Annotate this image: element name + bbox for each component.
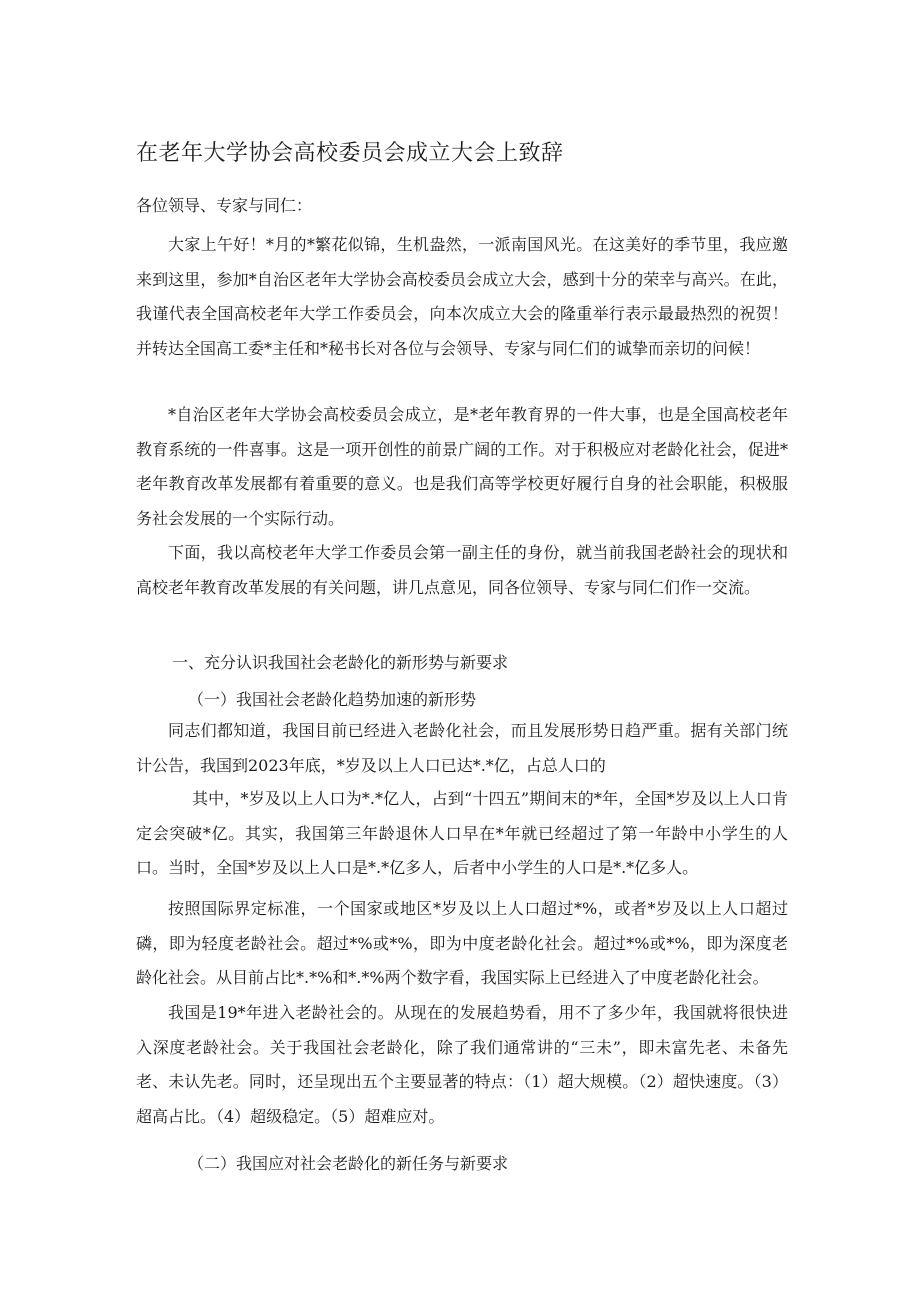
subsection-heading-2: （二）我国应对社会老龄化的新任务与新要求	[188, 1154, 509, 1173]
section-heading-1: 一、充分认识我国社会老龄化的新形势与新要求	[172, 653, 509, 672]
paragraph-opening: 大家上午好！*月的*繁花似锦，生机盎然，一派南国风光。在这美好的季节里，我应邀来到这里，参加*自治区老年大学协会高校委员会成立大会，感到十分的荣幸与高兴。在此，我谨代表全国高校老年大学工作委员会，向本次成立大会的隆重举行表示最最热烈的祝贺！并转达全国高工委*主任和*秘书长对各位与会领导、专家与同仁们的诚挚而亲切的问候！	[136, 235, 788, 358]
subsection-heading-1: （一）我国社会老龄化趋势加速的新形势	[188, 690, 477, 709]
paragraph-features: 我国是19*年进入老龄社会的。从现在的发展趋势看，用不了多少年，我国就将很快进入深度老龄社会。关于我国社会老龄化，除了我们通常讲的“三未”，即未富先老、未备先老、未认先老。同时，还呈现出五个主要显著的特点：（1）超大规模。（2）超快速度。（3）超高占比。（4）超级稳定。（5）超难应对。	[136, 1003, 788, 1126]
paragraph-stats-b: 其中，*岁及以上人口为*.*亿人，占到“十四五”期间末的*年，全国*岁及以上人口肯定会突破*亿。其实，我国第三年龄退休人口早在*年就已经超过了第一年龄中小学生的人口。当时，全国*岁及以上人口是*.*亿多人，后者中小学生的人口是*.*亿多人。	[136, 789, 788, 877]
paragraph-intro: 下面，我以高校老年大学工作委员会第一副主任的身份，就当前我国老龄社会的现状和高校老年教育改革发展的有关问题，讲几点意见，同各位领导、专家与同仁们作一交流。	[136, 543, 788, 597]
greeting: 各位领导、专家与同仁：	[136, 196, 313, 215]
document-title: 在老年大学协会高校委员会成立大会上致辞	[136, 141, 564, 166]
paragraph-stats-a: 同志们都知道，我国目前已经进入老龄化社会，而且发展形势日趋严重。据有关部门统计公告，我国到2023年底，*岁及以上人口已达*.*亿，占总人口的	[136, 721, 788, 775]
paragraph-standard: 按照国际界定标准，一个国家或地区*岁及以上人口超过*%，或者*岁及以上人口超过磷，即为轻度老龄社会。超过*%或*%，即为中度老龄化社会。超过*%或*%，即为深度老龄化社会。从目前占比*.*%和*.*%两个数字看，我国实际上已经进入了中度老龄化社会。	[136, 899, 788, 987]
paragraph-significance: *自治区老年大学协会高校委员会成立，是*老年教育界的一件大事，也是全国高校老年教育系统的一件喜事。这是一项开创性的前景广阔的工作。对于积极应对老龄化社会，促进*老年教育改革发展都有着重要的意义。也是我们高等学校更好履行自身的社会职能，积极服务社会发展的一个实际行动。	[136, 405, 788, 528]
